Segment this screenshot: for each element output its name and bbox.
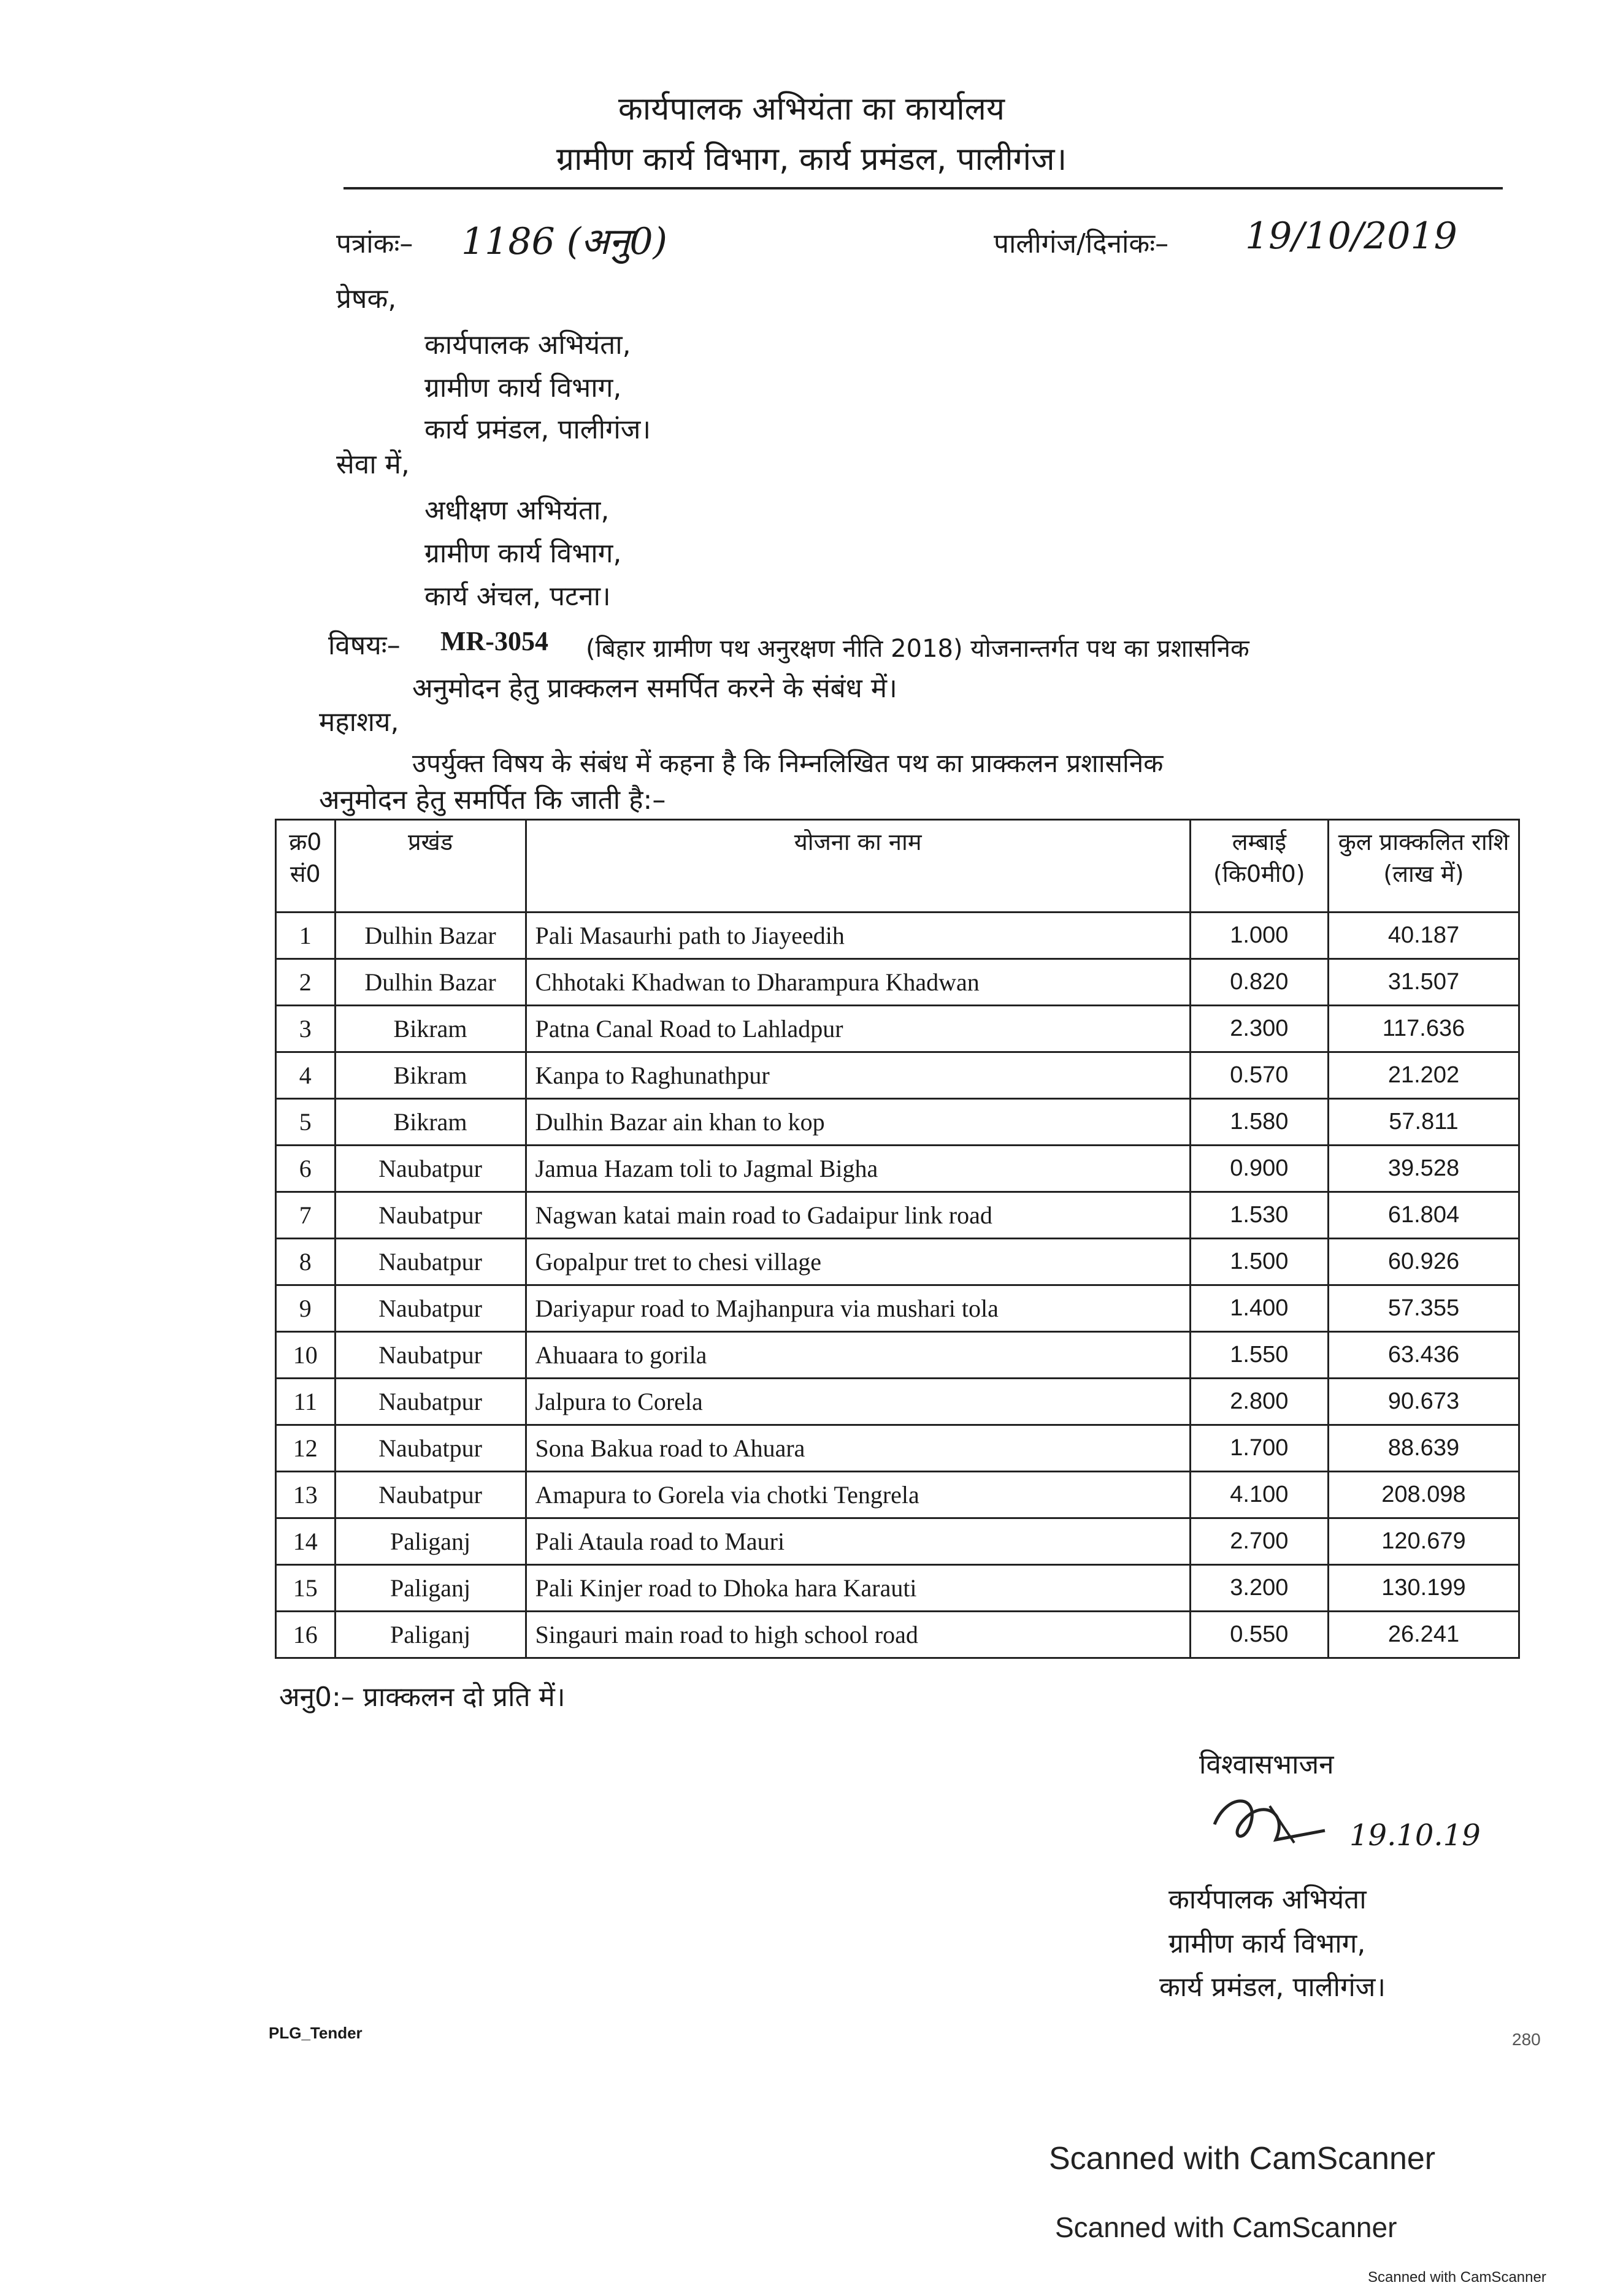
amount-cell: 57.811	[1328, 1099, 1519, 1146]
salutation: महाशय,	[319, 706, 399, 738]
header-total-amount: कुल प्राक्कलित राशि (लाख में)	[1328, 820, 1519, 913]
table-row	[276, 1239, 1519, 1285]
amount-cell: 26.241	[1328, 1612, 1519, 1658]
page-mark: 280	[1512, 2030, 1541, 2049]
table-row	[276, 1472, 1519, 1518]
scheme-name-cell: Singauri main road to high school road	[526, 1612, 1190, 1658]
scheme-name-cell: Kanpa to Raghunathpur	[526, 1052, 1190, 1099]
office-title: कार्यपालक अभियंता का कार्यालय	[618, 91, 1005, 128]
scheme-name-cell: Dulhin Bazar ain khan to kop	[526, 1099, 1190, 1146]
table-row	[276, 1379, 1519, 1425]
amount-cell: 208.098	[1328, 1472, 1519, 1518]
sender-line-3: कार्य प्रमंडल, पालीगंज।	[424, 414, 651, 445]
amount-cell: 63.436	[1328, 1332, 1519, 1379]
scheme-name-cell: Nagwan katai main road to Gadaipur link road	[526, 1192, 1190, 1239]
table-row	[276, 1006, 1519, 1052]
serial-no-cell: 10	[276, 1332, 336, 1379]
serial-no-cell: 2	[276, 959, 336, 1006]
signature-image	[1202, 1788, 1362, 1858]
block-cell: Paliganj	[335, 1518, 526, 1565]
length-cell: 3.200	[1190, 1565, 1328, 1612]
length-cell: 2.800	[1190, 1379, 1328, 1425]
sender-line-2: ग्रामीण कार्य विभाग,	[424, 372, 622, 404]
serial-no-cell: 4	[276, 1052, 336, 1099]
table-row	[276, 1146, 1519, 1192]
block-cell: Paliganj	[335, 1612, 526, 1658]
serial-no-cell: 14	[276, 1518, 336, 1565]
scheme-name-cell: Pali Masaurhi path to Jiayeedih	[526, 913, 1190, 959]
date-value: 19/10/2019	[1245, 215, 1457, 258]
length-cell: 0.900	[1190, 1146, 1328, 1192]
block-cell: Naubatpur	[335, 1192, 526, 1239]
length-cell: 1.580	[1190, 1099, 1328, 1146]
subject-line-1: (बिहार ग्रामीण पथ अनुरक्षण नीति 2018) योजनान्तर्गत पथ का प्रशासनिक	[586, 635, 1249, 663]
serial-no-cell: 5	[276, 1099, 336, 1146]
block-cell: Naubatpur	[335, 1472, 526, 1518]
block-cell: Dulhin Bazar	[335, 959, 526, 1006]
amount-cell: 88.639	[1328, 1425, 1519, 1472]
table-row	[276, 1285, 1519, 1332]
scheme-name-cell: Pali Ataula road to Mauri	[526, 1518, 1190, 1565]
office-subtitle: ग्रामीण कार्य विभाग, कार्य प्रमंडल, पालीगंज।	[556, 141, 1067, 178]
amount-cell: 61.804	[1328, 1192, 1519, 1239]
recipient-label: सेवा में,	[336, 449, 410, 480]
length-cell: 2.300	[1190, 1006, 1328, 1052]
footer-tag: PLG_Tender	[269, 2024, 363, 2042]
estimate-table	[275, 819, 1520, 1659]
length-cell: 1.550	[1190, 1332, 1328, 1379]
body-line-2: अनुमोदन हेतु समर्पित कि जाती है:–	[319, 784, 666, 816]
letter-number-value: 1186 (अनु0)	[461, 220, 667, 263]
table-row	[276, 1565, 1519, 1612]
amount-cell: 117.636	[1328, 1006, 1519, 1052]
amount-cell: 40.187	[1328, 913, 1519, 959]
block-cell: Naubatpur	[335, 1239, 526, 1285]
scheme-name-cell: Jalpura to Corela	[526, 1379, 1190, 1425]
header-divider	[343, 187, 1503, 189]
header-scheme-name: योजना का नाम	[526, 820, 1190, 913]
serial-no-cell: 9	[276, 1285, 336, 1332]
length-cell: 1.400	[1190, 1285, 1328, 1332]
designation-line-1: कार्यपालक अभियंता	[1168, 1884, 1367, 1915]
scheme-name-cell: Amapura to Gorela via chotki Tengrela	[526, 1472, 1190, 1518]
block-cell: Bikram	[335, 1006, 526, 1052]
table-row	[276, 1099, 1519, 1146]
serial-no-cell: 16	[276, 1612, 336, 1658]
header-block: प्रखंड	[335, 820, 526, 913]
amount-cell: 57.355	[1328, 1285, 1519, 1332]
amount-cell: 130.199	[1328, 1565, 1519, 1612]
block-cell: Naubatpur	[335, 1285, 526, 1332]
length-cell: 0.550	[1190, 1612, 1328, 1658]
amount-cell: 90.673	[1328, 1379, 1519, 1425]
table-header-row	[276, 820, 1519, 913]
sender-line-1: कार्यपालक अभियंता,	[424, 329, 631, 361]
block-cell: Bikram	[335, 1052, 526, 1099]
camscanner-watermark-1: Scanned with CamScanner	[1049, 2141, 1436, 2176]
scheme-name-cell: Jamua Hazam toli to Jagmal Bigha	[526, 1146, 1190, 1192]
length-cell: 4.100	[1190, 1472, 1328, 1518]
subject-code: MR-3054	[440, 626, 548, 656]
camscanner-watermark-3: Scanned with CamScanner	[1368, 2269, 1546, 2286]
designation-line-2: ग्रामीण कार्य विभाग,	[1168, 1928, 1366, 1959]
table-body	[276, 913, 1519, 1658]
block-cell: Naubatpur	[335, 1146, 526, 1192]
enclosure-note: अनु0:– प्राक्कलन दो प्रति में।	[279, 1682, 566, 1713]
table-row	[276, 1052, 1519, 1099]
serial-no-cell: 3	[276, 1006, 336, 1052]
serial-no-cell: 1	[276, 913, 336, 959]
scheme-name-cell: Ahuaara to gorila	[526, 1332, 1190, 1379]
designation-line-3: कार्य प्रमंडल, पालीगंज।	[1159, 1972, 1386, 2003]
scheme-name-cell: Gopalpur tret to chesi village	[526, 1239, 1190, 1285]
subject-label: विषयः–	[328, 630, 401, 661]
block-cell: Naubatpur	[335, 1379, 526, 1425]
length-cell: 1.500	[1190, 1239, 1328, 1285]
subject-line-2: अनुमोदन हेतु प्राक्कलन समर्पित करने के संबंध में।	[412, 673, 897, 704]
length-cell: 2.700	[1190, 1518, 1328, 1565]
table-row	[276, 1518, 1519, 1565]
block-cell: Bikram	[335, 1099, 526, 1146]
length-cell: 1.700	[1190, 1425, 1328, 1472]
sender-label: प्रेषक,	[336, 283, 397, 315]
closing-phrase: विश्वासभाजन	[1199, 1749, 1334, 1780]
recipient-line-1: अधीक्षण अभियंता,	[424, 495, 610, 526]
scheme-name-cell: Pali Kinjer road to Dhoka hara Karauti	[526, 1565, 1190, 1612]
scheme-name-cell: Sona Bakua road to Ahuara	[526, 1425, 1190, 1472]
signature-date: 19.10.19	[1349, 1818, 1481, 1853]
date-label: पालीगंज/दिनांकः–	[994, 228, 1169, 259]
block-cell: Dulhin Bazar	[335, 913, 526, 959]
header-serial-no: क्र0 सं0	[276, 820, 336, 913]
header-length: लम्बाई (कि0मी0)	[1190, 820, 1328, 913]
table-row	[276, 1425, 1519, 1472]
length-cell: 1.530	[1190, 1192, 1328, 1239]
letter-number-label: पत्रांकः–	[336, 228, 413, 259]
recipient-line-2: ग्रामीण कार्य विभाग,	[424, 538, 622, 569]
amount-cell: 21.202	[1328, 1052, 1519, 1099]
table-row	[276, 1192, 1519, 1239]
serial-no-cell: 13	[276, 1472, 336, 1518]
block-cell: Naubatpur	[335, 1425, 526, 1472]
amount-cell: 39.528	[1328, 1146, 1519, 1192]
table-row	[276, 959, 1519, 1006]
scheme-name-cell: Dariyapur road to Majhanpura via mushari tola	[526, 1285, 1190, 1332]
amount-cell: 120.679	[1328, 1518, 1519, 1565]
serial-no-cell: 12	[276, 1425, 336, 1472]
scheme-name-cell: Chhotaki Khadwan to Dharampura Khadwan	[526, 959, 1190, 1006]
length-cell: 1.000	[1190, 913, 1328, 959]
block-cell: Naubatpur	[335, 1332, 526, 1379]
camscanner-watermark-2: Scanned with CamScanner	[1055, 2211, 1397, 2243]
serial-no-cell: 6	[276, 1146, 336, 1192]
body-line-1: उपर्युक्त विषय के संबंध में कहना है कि निम्नलिखित पथ का प्राक्कलन प्रशासनिक	[412, 748, 1164, 778]
table-row	[276, 1332, 1519, 1379]
serial-no-cell: 8	[276, 1239, 336, 1285]
length-cell: 0.570	[1190, 1052, 1328, 1099]
serial-no-cell: 15	[276, 1565, 336, 1612]
table-row	[276, 913, 1519, 959]
recipient-line-3: कार्य अंचल, पटना।	[424, 581, 611, 612]
serial-no-cell: 11	[276, 1379, 336, 1425]
table-row	[276, 1612, 1519, 1658]
amount-cell: 31.507	[1328, 959, 1519, 1006]
serial-no-cell: 7	[276, 1192, 336, 1239]
length-cell: 0.820	[1190, 959, 1328, 1006]
amount-cell: 60.926	[1328, 1239, 1519, 1285]
block-cell: Paliganj	[335, 1565, 526, 1612]
scheme-name-cell: Patna Canal Road to Lahladpur	[526, 1006, 1190, 1052]
